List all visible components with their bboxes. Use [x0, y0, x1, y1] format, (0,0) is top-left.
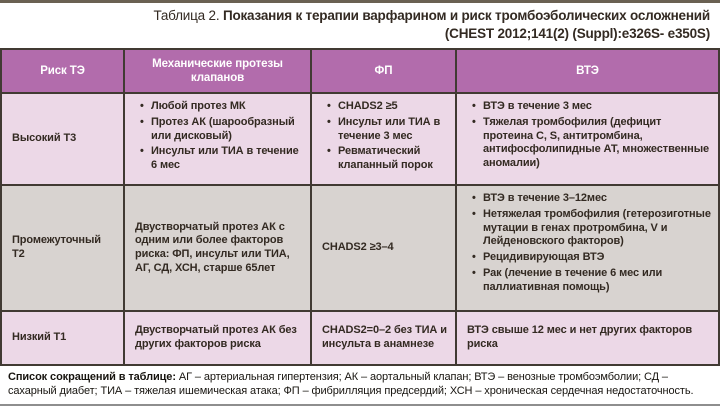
cell-text: Высокий Т3: [12, 132, 77, 145]
bullet-list: [457, 94, 718, 178]
cell-vte-row2: [457, 186, 718, 310]
cell-text: CHADS2 ≥3–4: [322, 241, 394, 254]
cell-vte-row3: [457, 312, 718, 364]
cell-mech-valves-row2: [125, 186, 310, 310]
cell-risk-te-row2: [2, 186, 123, 310]
bullet-item: • CHADS2 ≥5: [327, 100, 450, 114]
column-header-vte: ВТЭ: [457, 50, 718, 92]
bullet-item: • Инсульт или ТИА в течение 6 мес: [140, 145, 305, 173]
cell-risk-te-row3: [2, 312, 123, 364]
bullet-list: [125, 94, 310, 180]
cell-af-row3: [312, 312, 455, 364]
bullet-item: • Рецидивирующая ВТЭ: [472, 251, 713, 265]
column-header-risk-te: Риск ТЭ: [2, 50, 123, 92]
cell-text: ВТЭ свыше 12 мес и нет других факторов риска: [467, 324, 692, 350]
title-line: [0, 7, 710, 25]
bullet-item: • ВТЭ в течение 3 мес: [472, 100, 713, 114]
cell-mech-valves-row1: [125, 94, 310, 184]
cell-vte-row1: [457, 94, 718, 184]
top-divider: [0, 0, 720, 3]
title-heading: Показания к терапии варфарином и риск тромбоэболических осложнений: [219, 8, 710, 23]
title-citation: (CHEST 2012;141(2) (Suppl):e326S- e350S): [444, 25, 710, 41]
bullet-item: • Рак (лечение в течение 6 мес или паллиативная помощь): [472, 267, 713, 295]
bullet-item: • Ревматический клапанный порок: [327, 145, 450, 173]
bullet-item: • Нетяжелая тромбофилия (гетерозиготные мутации в генах протромбина, V и Лейденовского факторов): [472, 208, 713, 249]
table-title: [0, 7, 710, 43]
bullet-list: [457, 186, 718, 301]
column-header-mech-valves: Механические протезы клапанов: [125, 50, 310, 92]
bullet-item: • Инсульт или ТИА в течение 3 мес: [327, 116, 450, 144]
bullet-item: • Тяжелая тромбофилия (дефицит протеина С, S, антитромбина, антифосфолипидные АТ, множественные аномалии): [472, 116, 713, 171]
bullet-list: [312, 94, 455, 180]
title-table-number: Таблица 2.: [153, 8, 220, 23]
cell-af-row2: [312, 186, 455, 310]
column-header-af: ФП: [312, 50, 455, 92]
abbreviations-footnote: [8, 371, 715, 398]
cell-text: Двустворчатый протез АК без других факторов риска: [135, 324, 297, 350]
bottom-divider: [0, 404, 720, 406]
cell-text: CHADS2=0–2 без ТИА и инсульта в анамнезе: [322, 324, 447, 350]
cell-risk-te-row1: [2, 94, 123, 184]
cell-af-row1: [312, 94, 455, 184]
footnote-text: АГ – артериальная гипертензия; АК – аортальный клапан; ВТЭ – венозные тромбоэмболии; СД – сахарный диабет; ТИА – тяжелая ишемическая атака; ФП – фибрилляция предсердий; ХСН – хроническая сердечная недостаточность.: [8, 371, 694, 397]
cell-text: Промежуточный Т2: [12, 234, 101, 260]
footnote-lead: Список сокращений в таблице:: [8, 371, 176, 383]
cell-text: Двустворчатый протез АК с одним или более факторов риска: ФП, инсульт или ТИА, АГ, СД, ХСН, старше 65лет: [135, 220, 290, 274]
cell-mech-valves-row3: [125, 312, 310, 364]
bullet-item: • Любой протез МК: [140, 100, 305, 114]
cell-text: Низкий Т1: [12, 331, 67, 344]
bullet-item: • Протез АК (шарообразный или дисковый): [140, 116, 305, 144]
bullet-item: • ВТЭ в течение 3–12мес: [472, 192, 713, 206]
warfarin-risk-table: [0, 48, 720, 366]
